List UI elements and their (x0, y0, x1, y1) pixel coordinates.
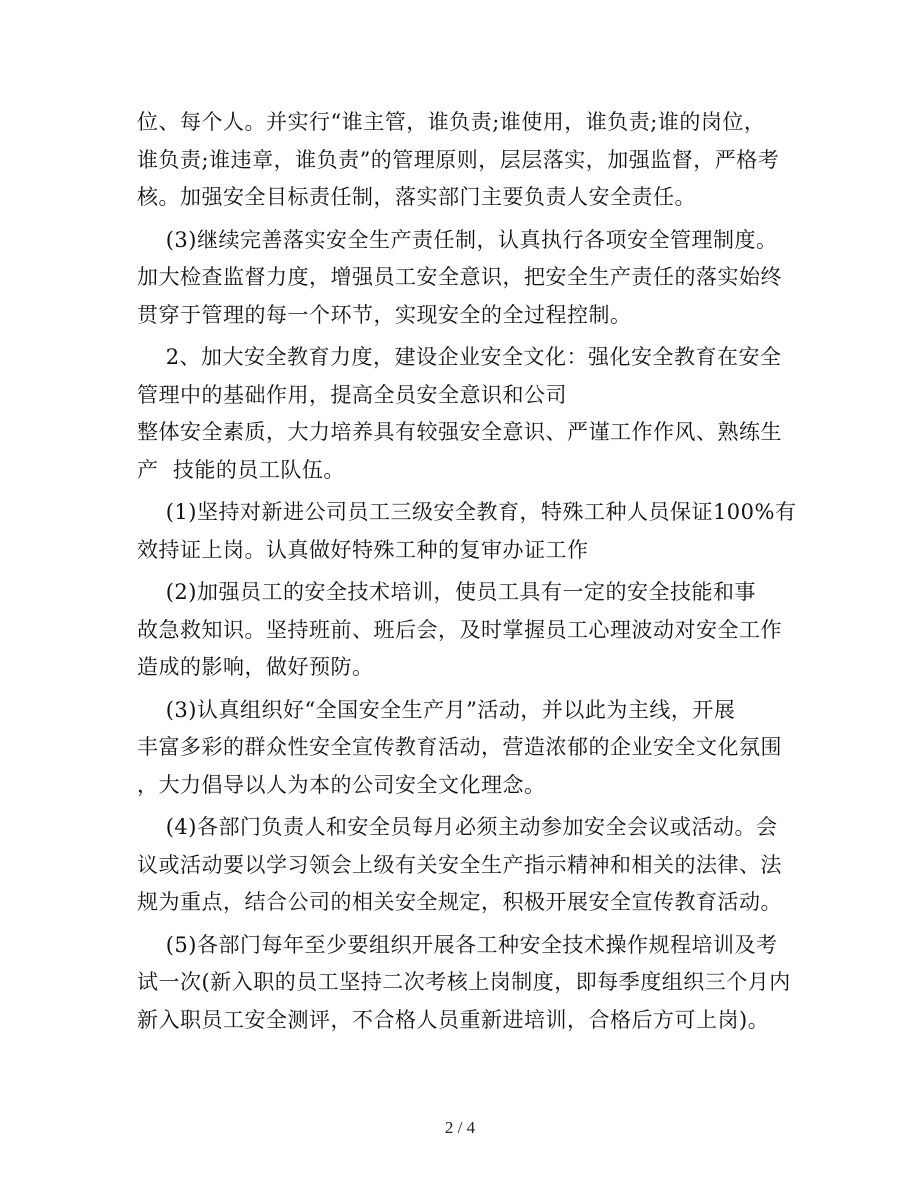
text-line: (1)坚持对新进公司员工三级安全教育，特殊工种人员保证100%有 (137, 500, 797, 524)
text-line: 整体安全素质，大力培养具有较强安全意识、严谨工作作风、熟练生 (137, 420, 782, 444)
text-line: (3)继续完善落实安全生产责任制，认真执行各项安全管理制度。 (137, 227, 778, 252)
document-body (137, 104, 797, 1039)
text-line: 谁负责;谁违章，谁负责”的管理原则，层层落实，加强监督，严格考 (137, 147, 780, 172)
text-line: 故急救知识。坚持班前、班后会，及时掌握员工心理波动对安全工作 (137, 617, 782, 642)
text-line: 2、加大安全教育力度，建设企业安全文化：强化安全教育在安全 (137, 345, 782, 369)
text-line: (4)各部门负责人和安全员每月必须主动参加安全会议或活动。会 (137, 815, 778, 839)
text-line: 试一次(新入职的员工坚持二次考核上岗制度，即每季度组织三个月内 (137, 970, 791, 994)
text-line: 效持证上岗。认真做好特殊工种的复审办证工作 (137, 537, 589, 562)
text-line: 规为重点，结合公司的相关安全规定，积极开展安全宣传教育活动。 (137, 890, 782, 914)
text-line: 核。加强安全目标责任制，落实部门主要负责人安全责任。 (137, 185, 696, 209)
text-line: 议或活动要以学习领会上级有关安全生产指示精神和相关的法律、法 (137, 852, 782, 877)
text-line: 加大检查监督力度，增强员工安全意识，把安全生产责任的落实始终 (137, 265, 782, 289)
text-line: 造成的影响，做好预防。 (137, 655, 374, 679)
text-line: (2)加强员工的安全技术培训，使员工具有一定的安全技能和事 (137, 580, 756, 604)
page-number: 2 / 4 (444, 1118, 476, 1137)
text-line: 新入职员工安全测评，不合格人员重新进培训，合格后方可上岗)。 (137, 1007, 770, 1032)
text-line: 丰富多彩的群众性安全宣传教育活动，营造浓郁的企业安全文化氛围 (137, 735, 782, 759)
text-line: ，大力倡导以人为本的公司安全文化理念。 (137, 772, 546, 797)
text-line: 管理中的基础作用，提高全员安全意识和公司 (137, 382, 567, 407)
text-line: 产 技能的员工队伍。 (137, 457, 345, 482)
text-line: 位、每个人。并实行“谁主管，谁负责;谁使用，谁负责;谁的岗位， (137, 110, 766, 134)
text-line: 贯穿于管理的每一个环节，实现安全的全过程控制。 (137, 302, 632, 327)
text-line: (3)认真组织好“全国安全生产月”活动，并以此为主线，开展 (137, 697, 736, 722)
text-line: (5)各部门每年至少要组织开展各工种安全技术操作规程培训及考 (137, 932, 778, 957)
